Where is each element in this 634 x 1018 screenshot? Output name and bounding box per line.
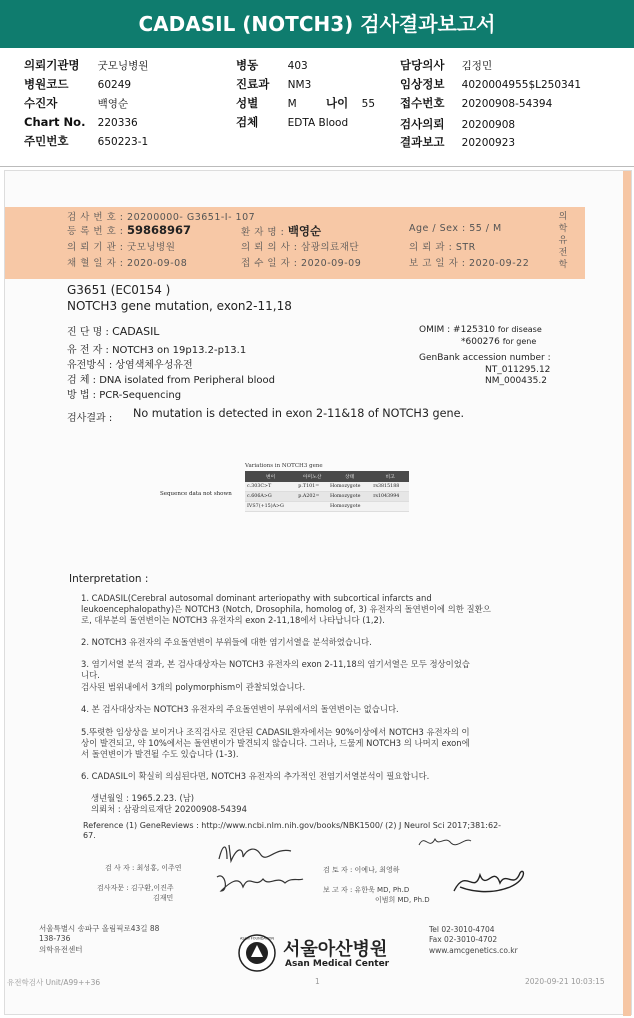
reference: Reference (1) GeneReviews : http://www.ncbi.nlm.nih.gov/books/NBK1500/ (2) J Neurol Sci 2017;381:62- [83,821,502,830]
interpretation-title: Interpretation : [69,573,149,585]
var-cell [371,502,409,512]
diag-label: 진 단 명 : [67,327,109,338]
scanned-report [4,170,632,1015]
value-specimen: EDTA Blood [287,117,349,129]
patient-name-label: 환 자 명 : [241,227,285,238]
variations-table [245,471,409,512]
value-physician: 김정민 [461,60,493,72]
var-cell [296,502,328,512]
tester-signature [215,839,295,867]
variations-table-wrap [245,463,413,512]
interp-line-8: 4. 본 검사대상자는 NOTCH3 유전자의 주요돌연변이 부위에서의 돌연변이는 없습니다. [81,704,399,714]
var-cell: Homozygote [328,492,371,502]
variations-caption: Variations in NOTCH3 gene [245,463,323,469]
label-hospital-code: 병원코드 [24,77,69,91]
address-line-1: 서울특별시 송파구 올림픽로43길 88 [39,924,160,933]
interp-line-4: 2. NOTCH3 유전자의 주요돌연변이 부위들에 대한 염기서열을 분석하였습니다. [81,637,372,647]
genbank-label: GenBank accession number : [419,353,551,363]
address-line-2: 138-736 [39,934,71,943]
omim-label: OMIM : [419,325,451,335]
label-request-date: 검사의뢰 [400,117,445,131]
value-patient: 백영순 [97,98,129,110]
report-date-label: 보 고 일 자 : [409,258,466,269]
interp-line-7: 검사된 범위내에서 3개의 polymorphism이 관찰되었습니다. [81,682,306,692]
requester: 삼광의료재단 [301,242,360,253]
dept-label: 의 뢰 과 : [409,242,453,253]
label-patient: 수진자 [24,96,58,110]
receive-date-label: 접 수 일 자 : [241,258,298,269]
reporter-extra: 이범희 MD, Ph.D [375,896,430,904]
value-resident-no: 650223-1 [97,136,149,148]
report-title: CADASIL (NOTCH3) 검사결과보고서 [0,0,634,48]
age-sex: 55 / M [469,223,502,234]
interp-line-9: 5.뚜렷한 임상상을 보이거나 조직검사로 진단된 CADASIL환자에서는 90%이상에서 NOTCH3 유전자의 이 [81,727,470,737]
value-clinical-info: 4020004955$L250341 [461,79,582,91]
label-chart-no: Chart No. [24,115,86,129]
patient-header [0,56,634,156]
var-cell: IVS7(+15)A>G [245,502,296,512]
label-report-date: 결과보고 [400,135,445,149]
inherit-label: 유전방식 : [67,360,113,371]
inherit: 상염색체우성유전 [115,360,193,371]
hospital-name-kr: 서울아산병원 [283,939,388,960]
test-code: G3651 (EC0154 ) [67,283,171,297]
result-text: No mutation is detected in exon 2-11&18 of NOTCH3 gene. [133,407,465,420]
omim1: #125310 [453,325,495,335]
label-clinical-info: 임상정보 [400,77,445,91]
date-of-birth: 생년월일 : 1965.2.23. (남) [91,793,195,803]
value-request-date: 20200908 [461,119,516,131]
website: www.amcgenetics.co.kr [429,946,518,955]
var-cell: Homozygote [328,482,371,492]
var-cell: rs3815188 [371,482,409,492]
var-cell: c.303C>T [245,482,296,492]
label-institution: 의뢰기관명 [24,58,80,72]
interp-line-2: leukoencephalopathy)은 NOTCH3 (Notch, Drosophila, homolog of, 3) 유전자의 돌연변이에 의한 질환으 [81,604,491,614]
var-header: 비고 [371,471,409,482]
var-cell: p.T101= [296,482,328,492]
fax: Fax 02-3010-4702 [429,935,498,944]
reg-no: 59868967 [127,223,192,237]
value-department: NM3 [287,79,312,91]
table-row [245,502,409,512]
patient-name: 백영순 [287,224,322,238]
report-info-band [5,207,585,279]
var-header: 변이 [245,471,296,482]
interp-line-1: 1. CADASIL(Cerebral autosomal dominant arteriopathy with subcortical infarcts and [81,593,432,603]
label-specimen: 검체 [236,115,259,129]
reviewer-signature [415,831,475,853]
asan-seal-icon [237,933,277,973]
collect-date: 2020-09-08 [127,258,188,269]
req-org: 굿모닝병원 [127,242,176,253]
seal-text: ASAN FOUNDATION [239,936,275,941]
method: PCR-Sequencing [99,390,182,401]
header-divider [0,166,634,167]
age-sex-label: Age / Sex : [409,223,466,234]
footer-timestamp: 2020-09-21 10:03:15 [525,977,605,986]
sample-label: 검 체 : [67,375,97,386]
interp-line-3: 로, 대부분의 돌연변이는 NOTCH3 유전자의 exon 2-11,18에서 나타납니다 (1,2). [81,615,385,625]
omim2: *600276 [461,337,500,347]
gene: NOTCH3 on 19p13.2-p13.1 [112,345,247,356]
interp-line-6: 니다. [81,670,100,680]
var-cell: Homozygote [328,502,371,512]
label-age: 나이 [326,96,349,110]
gene-label: 유 전 자 : [67,345,109,356]
var-header: 아미노산 [296,471,328,482]
reg-no-label: 등 록 번 호 : [67,226,124,237]
test-name: NOTCH3 gene mutation, exon2-11,18 [67,299,292,313]
interp-line-5: 3. 염기서열 분석 결과, 본 검사대상자는 NOTCH3 유전자의 exon 2-11,18의 염기서열은 모두 정상이었습 [81,659,470,669]
sample: DNA isolated from Peripheral blood [99,375,275,386]
method-label: 방 법 : [67,390,97,401]
reviewer-label: 검 토 자 : 이예나, 최영하 [323,866,400,874]
genbank2: NM_000435.2 [485,376,547,386]
result-label: 검사결과 : [67,413,113,424]
interp-line-12: 6. CADASIL이 확실히 의심된다면, NOTCH3 유전자의 추가적인 전염기서열분석이 필요합니다. [81,771,430,781]
footer-page: 1 [315,977,320,986]
reporter-label: 보 고 자 : 유한욱 MD, Ph.D [323,886,410,894]
reference-2: 67. [83,831,96,840]
requestor-info: 의뢰처 : 삼광의료재단 20200908-54394 [91,804,247,814]
collect-date-label: 채 혈 일 자 : [67,258,124,269]
label-department: 진료과 [236,77,270,91]
omim1-note: for disease [497,325,542,334]
side-tag: 의학유전학 [558,212,568,270]
label-physician: 담당의사 [400,58,445,72]
value-hospital-code: 60249 [97,79,132,91]
label-sex: 성별 [236,96,259,110]
var-cell: p.A202= [296,492,328,502]
tester-label: 검 사 자 : 최성홍, 이주연 [105,864,182,872]
value-sex: M [287,98,297,110]
var-header: 상태 [328,471,371,482]
address-line-3: 의학유전센터 [39,945,83,954]
genbank1: NT_011295.12 [485,365,551,375]
hospital-name-en: Asan Medical Center [285,959,390,969]
value-age: 55 [361,98,376,110]
label-receipt-no: 접수번호 [400,96,445,110]
table-row [245,482,409,492]
diag: CADASIL [112,325,160,338]
label-ward: 병동 [236,58,259,72]
tel: Tel 02-3010-4704 [429,925,495,934]
var-cell: c.606A>G [245,492,296,502]
manager-label: 검사자문 : 김구환,이진주 [97,884,174,892]
asan-logo [237,933,277,977]
sequence-note: Sequence data not shown [160,491,232,497]
req-org-label: 의 뢰 기 관 : [67,242,124,253]
omim2-note: for gene [502,337,537,346]
manager-signature [215,869,305,895]
exam-no-label: 검 사 번 호 : [67,212,124,223]
requester-label: 의 뢰 의 사 : [241,242,298,253]
var-cell: rs1043994 [371,492,409,502]
value-report-date: 20200923 [461,137,516,149]
value-receipt-no: 20200908-54394 [461,98,553,110]
receive-date: 2020-09-09 [301,258,362,269]
footer-left: 유전학검사 Unit/A99++36 [7,978,101,987]
interp-line-10: 상이 발견되고, 약 10%에서는 돌연변이가 발견되지 않습니다. 그러나, 드물게 NOTCH3 의 나머지 exon에 [81,738,470,748]
value-chart-no: 220336 [97,117,138,129]
table-row [245,492,409,502]
label-resident-no: 주민번호 [24,134,69,148]
right-color-strip [623,171,631,1016]
report-date: 2020-09-22 [469,258,530,269]
dept: STR [455,242,476,253]
interp-line-11: 서 돌연변이가 발견될 수도 있습니다 (1-3). [81,749,239,759]
exam-no: 20200000- G3651-I- 107 [127,212,256,223]
value-ward: 403 [287,60,308,72]
reporter-signature [450,861,530,897]
manager-extra: 김재민 [153,894,174,902]
value-institution: 굿모닝병원 [97,60,149,72]
